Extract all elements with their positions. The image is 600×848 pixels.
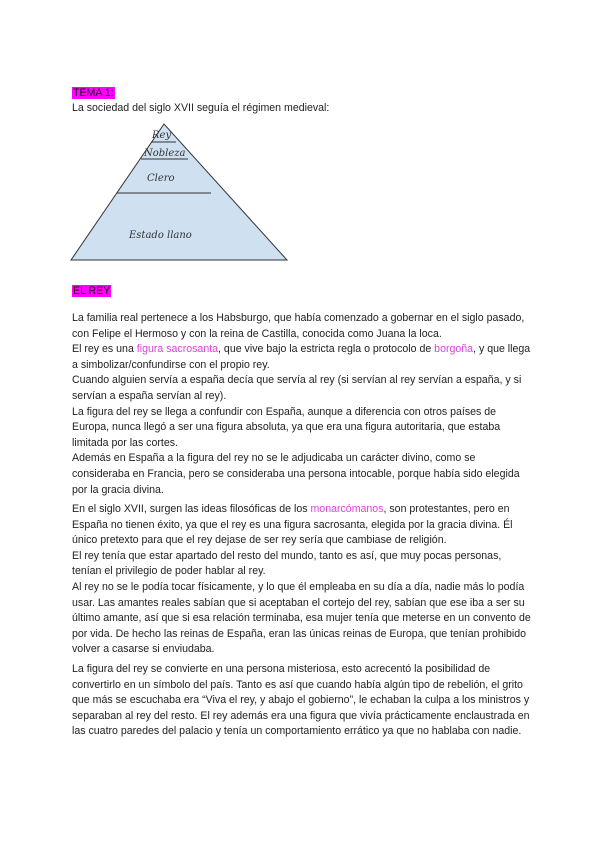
social-pyramid-diagram <box>60 118 310 263</box>
figura-sacrosanta-highlight: figura sacrosanta <box>136 343 219 356</box>
paragraph-confundir-espana: La figura del rey se llega a confundir con España, aunque a diferencia con otros países de Europa, nunca llegó a ser una figura absoluta, ya que era una figura autoritaria, que estaba limitada por las cortes. <box>72 405 501 449</box>
paragraph-apartado: El rey tenía que estar apartado del resto del mundo, tanto es así, que muy pocas personas, tenían el privilegio de poder hablar al rey. <box>72 549 502 578</box>
paragraph-servir-espana: Cuando alguien servía a españa decía que servía al rey (si servían al rey servían a españa, y si servían a españa servían al rey). <box>72 374 522 402</box>
paragraph-caracter-divino: Además en España a la figura del rey no se le adjudicaba un carácter divino, como se consideraba en Francia, pero se consideraba una persona intocable, porque había sido elegida por la gracia divina. <box>72 452 520 496</box>
tema-label: TEMA 1: <box>73 87 114 99</box>
section-heading <box>72 284 111 298</box>
pyramid-level-nobleza: Nobleza <box>144 148 186 159</box>
section-2-body <box>72 502 532 658</box>
section-label: EL REY <box>73 285 111 297</box>
monarcomanos-highlight: monarcómanos <box>310 503 384 515</box>
paragraph-habsburgo: La familia real pertenece a los Habsburgo, que había comenzado a gobernar en el siglo pasado, con Felipe el Hermoso y con la reina de Castilla, conocida como Juana la loca. <box>72 312 525 340</box>
paragraph-figura-sacrosanta: El rey es una figura sacrosanta, que vive bajo la estricta regla o protocolo de borgoña, y que llega a simbolizar/confundirse con el propio rey. <box>72 343 531 371</box>
borgona-highlight: borgoña <box>434 343 474 356</box>
pyramid-level-rey: Rey <box>152 130 172 141</box>
paragraph-figura-misteriosa: La figura del rey se convierte en una persona misteriosa, esto acrecentó la posibilidad de convertirlo en un símbolo del país. Tanto es así que cuando había algún tipo de rebelión, el grito que más se escuchaba era “Viva el rey, y abajo el gobierno”, le echaban la culpa a los ministros y separaban al rey del resto. El rey además era una figura que vivía prácticamente enclaustrada en las cuatro paredes del palacio y tenía un comportamiento errático ya que no hablaba con nadie. <box>72 663 530 738</box>
pyramid-level-clero: Clero <box>147 173 175 184</box>
section-1-body <box>72 311 532 498</box>
section-3-body <box>72 662 532 740</box>
pyramid-level-estado-llano: Estado llano <box>129 230 192 241</box>
paragraph-monarcomanos: En el siglo XVII, surgen las ideas filosóficas de los monarcómanos, son protestantes, pero en España no tienen éxito, ya que el rey es una figura sacrosanta, elegida por la gracia divina. Él único pretexto para que el rey dejase de ser rey sería que cambiase de religión. <box>72 503 513 547</box>
paragraph-amantes: Al rey no se le podía tocar físicamente, y lo que él empleaba en su día a día, nadie más lo podía usar. Las amantes reales sabían que si aceptaban el cortejo del rey, sabían que ese iba a ser su último amante, así que si esa relación terminaba, esa mujer tenía que meterse en un convento de por vida. De hecho las reinas de España, eran las únicas reinas de Europa, que tenían prohibido volver a casarse si enviudaba. <box>72 580 531 656</box>
intro-text: La sociedad del siglo XVII seguía el régimen medieval: <box>72 102 330 114</box>
tema-heading <box>72 86 115 100</box>
